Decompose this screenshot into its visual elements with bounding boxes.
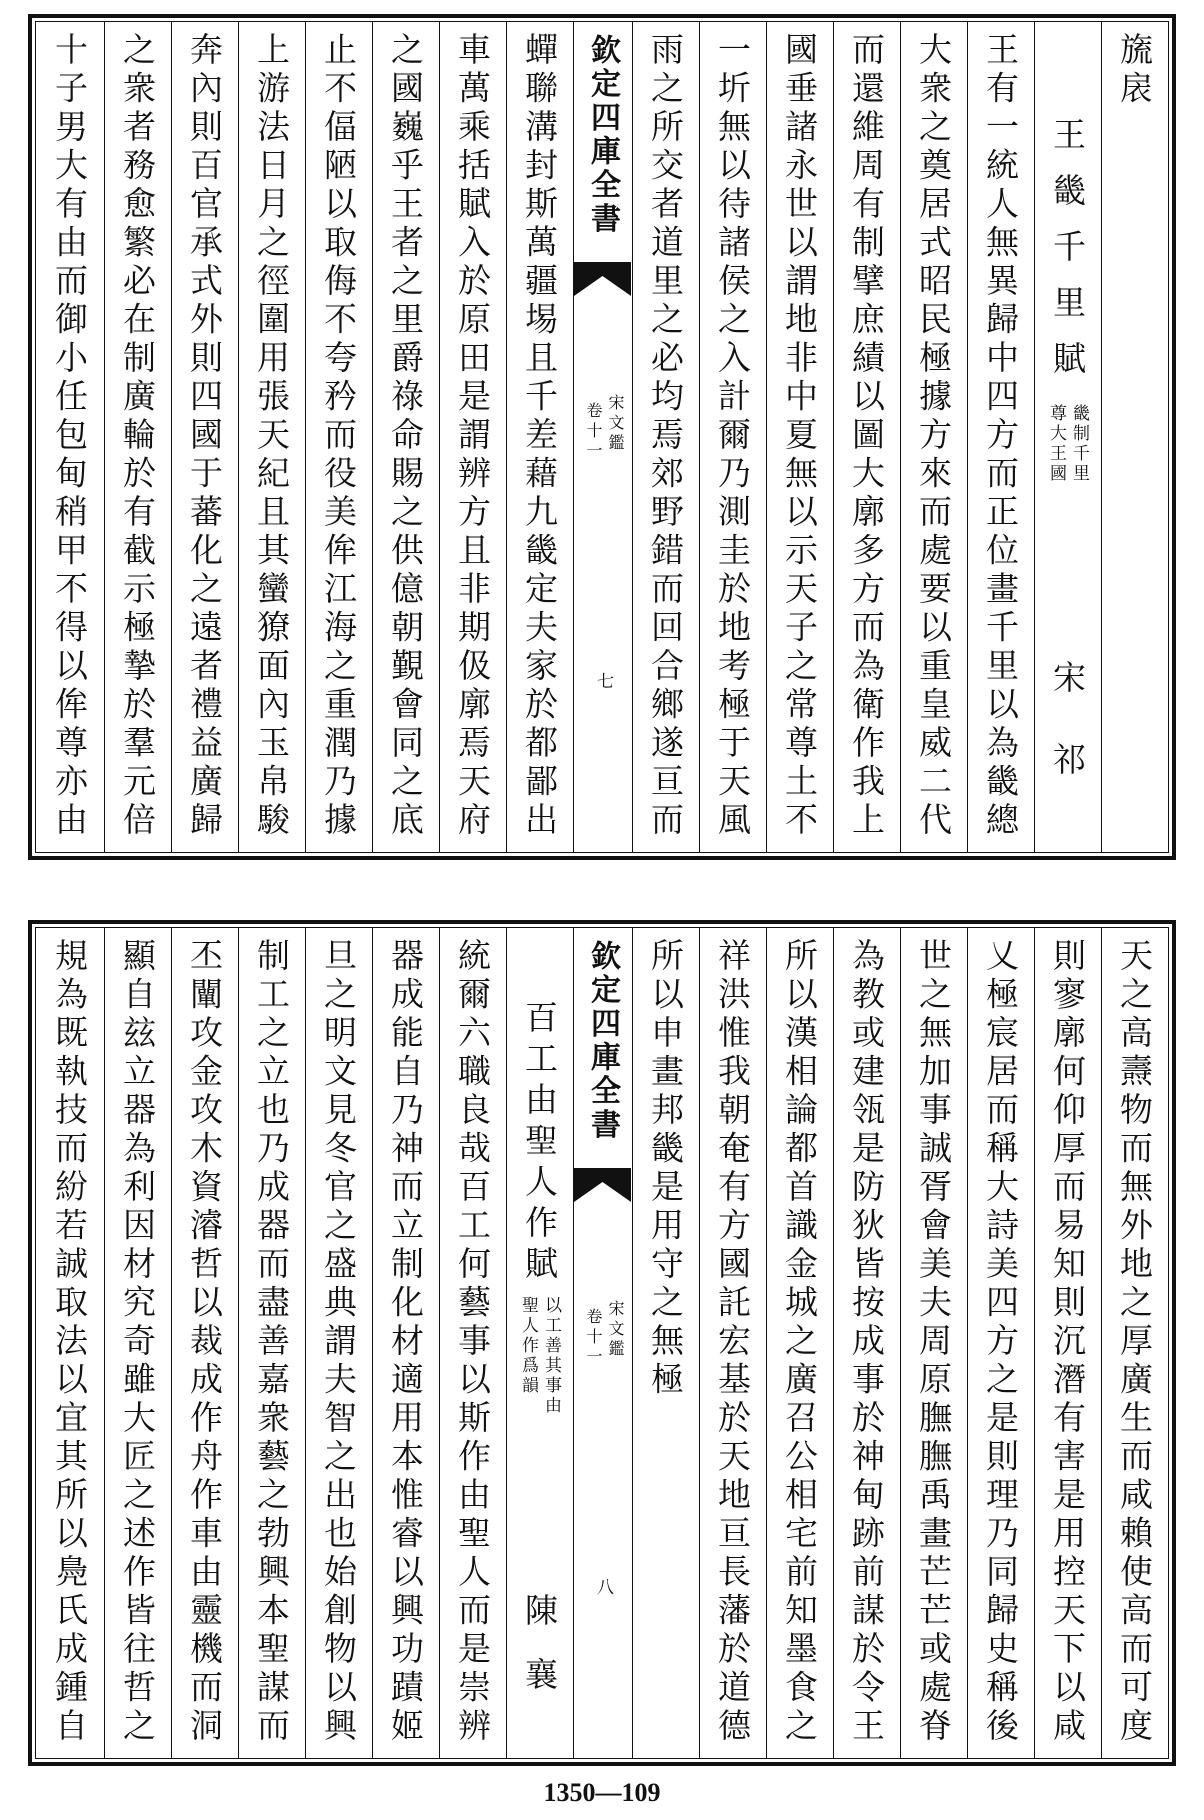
column-text: 止不偪陋以取侮不夸矜而役美侔江海之重潤乃據	[319, 32, 358, 841]
column-text: 制工之立也乃成器而盡善嘉衆藝之勃興本聖謀而	[252, 938, 291, 1747]
column-text: 一圻無以待諸侯之入計爾乃測圭於地考極于天風	[713, 32, 752, 841]
text-column	[171, 22, 238, 852]
column-text: 奔內則百官承式外則四國于蕃化之遠者禮益廣歸	[185, 32, 224, 841]
text-column	[1101, 22, 1168, 852]
column-text: 顯自玆立器為利因材究奇雖大匠之述作皆往哲之	[118, 938, 157, 1747]
page-leaf-top	[28, 14, 1176, 860]
column-text: 丕闡攻金攻木資濬哲以裁成作舟作車由靈機而洞	[185, 938, 224, 1747]
column-text: 天之高燾物而無外地之厚廣生而咸賴使高而可度	[1115, 938, 1154, 1747]
page-leaf-bottom	[28, 920, 1176, 1766]
text-column	[1034, 928, 1101, 1758]
column-text: 上游法日月之徑圍用張天紀且其蠻獠面內玉帛駿	[252, 32, 291, 841]
leaf-frame	[35, 927, 1169, 1759]
fish-tail-mark	[574, 262, 631, 298]
column-text: 大衆之奠居式昭民極據方來而處要以重皇威二代	[914, 32, 953, 841]
page-number: 1350—109	[543, 1778, 661, 1807]
piece-title: 百工由聖人作賦	[520, 1000, 559, 1287]
text-column	[305, 928, 372, 1758]
text-column	[37, 22, 104, 852]
column-text: 車萬乘括賦入於原田是謂辨方且非期伋廓焉天府	[453, 32, 492, 841]
text-column	[506, 22, 573, 852]
center-book-title: 宋文鑑	[606, 394, 625, 454]
text-column	[238, 928, 305, 1758]
rhyme-note-right: 畿制千里	[1069, 404, 1089, 484]
author-name: 陳襄	[520, 1593, 559, 1721]
leaf-frame	[35, 21, 1169, 853]
rhyme-note-right: 以工善其事由	[541, 1296, 561, 1416]
title-column	[506, 928, 573, 1758]
column-text: 為教或建瓴是防狄皆按成事於神甸跡前謀於令王	[847, 938, 886, 1747]
text-column	[967, 928, 1034, 1758]
text-column	[305, 22, 372, 852]
piece-title: 王畿千里賦	[1048, 117, 1087, 397]
column-text: 旒扆	[1115, 32, 1154, 109]
column-text: 旦之明文見冬官之盛典謂夫智之出也始創物以興	[319, 938, 358, 1747]
text-column	[766, 928, 833, 1758]
author-name: 宋祁	[1048, 660, 1087, 824]
column-text: 之衆者務愈繁必在制廣輪於有截示極摯於羣元倍	[118, 32, 157, 841]
center-header-title: 欽定四庫全書	[585, 34, 620, 237]
column-text: 所以申畫邦畿是用守之無極	[646, 938, 685, 1400]
column-text: 而還維周有制擘庶績以圖大廓多方而為衛作我上	[847, 32, 886, 841]
leaf-number: 七	[593, 672, 613, 689]
center-volume-label: 卷十一	[584, 1308, 603, 1368]
column-text: 器成能自乃神而立制化材適用本惟睿以興功蹟姬	[386, 938, 425, 1747]
center-fold-column	[573, 928, 632, 1758]
column-text: 之國巍乎王者之里爵祿命賜之供億朝覲會同之底	[386, 32, 425, 841]
text-column	[439, 22, 506, 852]
text-column	[699, 22, 766, 852]
text-column	[439, 928, 506, 1758]
center-volume-label: 卷十一	[584, 402, 603, 462]
text-column	[766, 22, 833, 852]
text-column	[1101, 928, 1168, 1758]
column-text: 祥洪惟我朝奄有方國託宏基於天地亘長藩於道德	[713, 938, 752, 1747]
column-text: 規為既執技而紛若誠取法以宜其所以鳧氏成鍾自	[50, 938, 89, 1747]
text-column	[372, 22, 439, 852]
title-column	[1034, 22, 1101, 852]
center-header-title: 欽定四庫全書	[585, 940, 620, 1143]
text-column	[104, 22, 171, 852]
text-column	[171, 928, 238, 1758]
column-text: 統爾六職良哉百工何藝事以斯作由聖人而是崇辨	[453, 938, 492, 1747]
column-text: 則寥廓何仰厚而易知則沉潛有害是用控天下以咸	[1048, 938, 1087, 1747]
text-column	[967, 22, 1034, 852]
rhyme-note-left: 尊大王國	[1046, 404, 1066, 484]
text-column	[238, 22, 305, 852]
text-column	[372, 928, 439, 1758]
rhyme-note-left: 聖人作爲韻	[518, 1296, 538, 1396]
center-fold-column	[573, 22, 632, 852]
column-text: 蟬聯溝封斯萬疆埸且千差藉九畿定夫家於都鄙出	[520, 32, 559, 841]
leaf-number: 八	[593, 1578, 613, 1595]
column-text: 雨之所交者道里之必均焉郊野錯而回合鄉遂亘而	[646, 32, 685, 841]
text-column	[104, 928, 171, 1758]
column-text: 乂極宸居而稱大詩美四方之是則理乃同歸史稱後	[981, 938, 1020, 1747]
column-text: 世之無加事誠胥會美夫周原膴膴禹畫芒芒或處脊	[914, 938, 953, 1747]
text-column	[632, 928, 699, 1758]
column-text: 國垂諸永世以謂地非中夏無以示天子之常尊土不	[780, 32, 819, 841]
text-column	[900, 928, 967, 1758]
column-text: 十子男大有由而御小任包甸稍甲不得以侔尊亦由	[50, 32, 89, 841]
text-column	[833, 22, 900, 852]
column-text: 王有一統人無異歸中四方而正位畫千里以為畿總	[981, 32, 1020, 841]
text-column	[699, 928, 766, 1758]
text-column	[833, 928, 900, 1758]
text-column	[37, 928, 104, 1758]
column-text: 所以漢相論都首識金城之廣召公相宅前知墨食之	[780, 938, 819, 1747]
text-column	[900, 22, 967, 852]
text-column	[632, 22, 699, 852]
fish-tail-mark	[574, 1168, 631, 1204]
center-book-title: 宋文鑑	[606, 1300, 625, 1360]
